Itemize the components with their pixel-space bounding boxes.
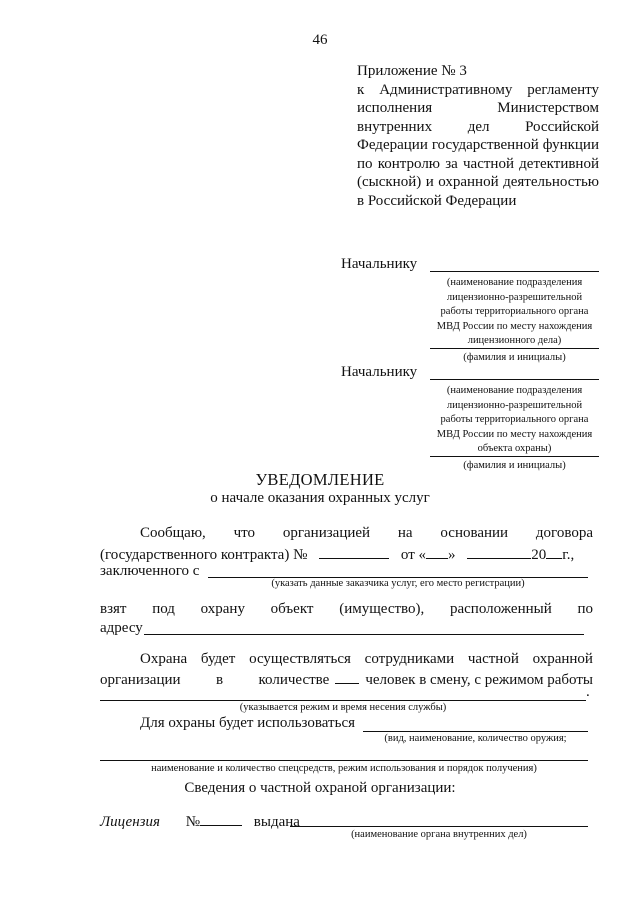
year-prefix: 20 (531, 547, 547, 563)
license-issuer-hint: (наименование органа внутренних дел) (351, 829, 527, 840)
customer-data-hint: (указать данные заказчика услуг, его место регистрации) (271, 578, 525, 589)
para3-word: сотрудниками (364, 651, 455, 667)
contract-year-field[interactable] (546, 545, 562, 559)
special-means-hint: наименование и количество спецсредств, режим использования и порядок получения) (151, 763, 537, 774)
contract-month-field[interactable] (467, 545, 531, 559)
addressee-1-line[interactable] (430, 271, 599, 272)
work-mode-hint: (указывается режим и время несения службы) (239, 702, 447, 713)
para1-word: договора (535, 525, 593, 541)
para3-word: Охрана (140, 651, 188, 667)
license-number-sign: № (185, 814, 201, 830)
para2-word: охрану (200, 601, 245, 617)
addressee-2-hint: (наименование подразделения лицензионно-разрешительной работы территориального органа МВД России по месту нахождения объекта охраны) (436, 385, 593, 454)
addressee-1-label: Начальнику (341, 256, 418, 272)
para2-word: (имущество), (339, 601, 425, 617)
para1-word: основании (440, 525, 509, 541)
addressee-2-name-line[interactable] (430, 456, 599, 457)
contract-number-field[interactable] (319, 545, 389, 559)
para2-line1 (100, 601, 593, 618)
para1-word: что (233, 525, 256, 541)
work-mode-period: . (586, 684, 590, 700)
license-number-field[interactable] (200, 812, 242, 826)
para4-label: Для охраны будет использоваться (140, 715, 356, 731)
date-open-quote: от « (400, 547, 427, 563)
page-number: 46 (312, 32, 328, 48)
addressee-1-name-hint: (фамилия и инициалы) (463, 352, 566, 363)
para1-word: на (397, 525, 413, 541)
para1-line1 (140, 525, 593, 542)
address-line[interactable] (144, 634, 584, 635)
address-label: адресу (100, 620, 143, 636)
license-issuer-line[interactable] (290, 826, 588, 827)
annex-block (357, 62, 599, 210)
para3-word: будет (200, 651, 236, 667)
para2-word: взят (100, 601, 127, 617)
para2-word: по (577, 601, 593, 617)
para3-line1 (140, 651, 593, 668)
date-close-quote: » (448, 547, 456, 563)
org-info-title: Сведения о частной охраной организации: (184, 780, 456, 796)
para1-line2 (100, 545, 596, 564)
addressee-2-line[interactable] (430, 379, 599, 380)
para3-word: количестве (258, 672, 330, 688)
guards-count-field[interactable] (335, 670, 359, 684)
year-suffix: г., (562, 547, 575, 563)
para1-word: Сообщаю, (140, 525, 206, 541)
license-line (100, 812, 300, 831)
addressee-2-name-hint: (фамилия и инициалы) (463, 460, 566, 471)
annex-title: Приложение № 3 (357, 63, 467, 79)
para2-word: под (152, 601, 175, 617)
addressee-1-hint: (наименование подразделения лицензионно-разрешительной работы территориального органа МВД России по месту нахождения лицензионного дела) (436, 277, 593, 346)
notice-title: УВЕДОМЛЕНИЕ (255, 470, 385, 489)
para3-line2-right: человек в смену, с режимом работы (365, 672, 593, 688)
addressee-2-label: Начальнику (341, 364, 418, 380)
para1-word: организацией (282, 525, 371, 541)
license-issued-word: выдана (253, 814, 300, 830)
para3-word: частной (467, 651, 519, 667)
para3-word: осуществляться (249, 651, 351, 667)
contract-day-field[interactable] (426, 545, 448, 559)
weapons-hint: (вид, наименование, количество оружия; (384, 733, 567, 744)
special-means-line[interactable] (100, 760, 588, 761)
para3-word: в (215, 672, 224, 688)
contract-number-label: (государственного контракта) № (100, 547, 308, 563)
para3-word: организации (100, 672, 181, 688)
para1-line3-label: заключенного с (100, 563, 200, 579)
license-word: Лицензия (100, 814, 160, 830)
notice-subtitle: о начале оказания охранных услуг (210, 490, 430, 506)
addressee-1-name-line[interactable] (430, 348, 599, 349)
para3-line2-left (100, 672, 335, 689)
para2-word: объект (270, 601, 314, 617)
para2-word: расположенный (449, 601, 552, 617)
annex-text: к Административному регламенту исполнения Министерством внутренних дел Российской Федерации государственной функции по контролю за частной детективной (сыскной) и охранной деятельностью в Российской Федерации (357, 81, 599, 209)
para3-line2 (100, 670, 593, 689)
para3-word: охранной (532, 651, 593, 667)
